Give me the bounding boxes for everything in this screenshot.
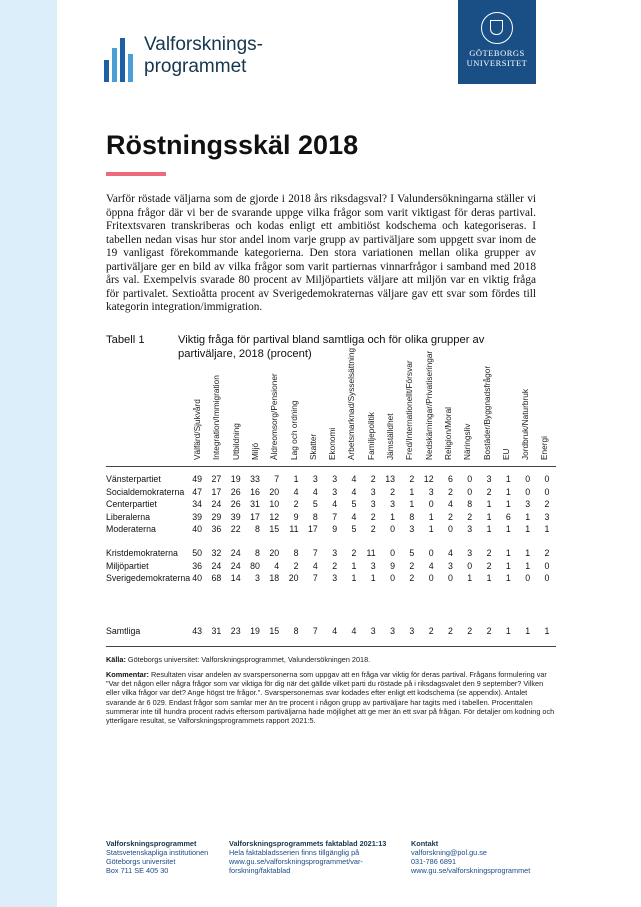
table-cell: 4	[274, 560, 280, 571]
column-header	[211, 372, 223, 460]
table-cell: 0	[428, 573, 434, 583]
column-header	[366, 372, 378, 460]
table-cell: 2	[544, 548, 550, 558]
row-label: Moderaterna	[106, 524, 156, 534]
row-label: Sverigedemokraterna	[106, 573, 191, 583]
table-cell: 17	[211, 486, 222, 497]
footer-contact-phone: 031-786 6891	[411, 857, 457, 866]
table-cell: 3	[312, 474, 318, 484]
table-row	[106, 486, 561, 498]
table-cell: 10	[269, 499, 280, 509]
table-cell: 0	[428, 499, 434, 509]
table-cell: 20	[288, 573, 299, 583]
table-cell: 1	[370, 573, 376, 583]
table-cell: 4	[428, 560, 434, 571]
table-cell: 8	[254, 524, 260, 534]
table-cell: 12	[269, 511, 280, 522]
table-cell: 22	[230, 524, 241, 534]
table-cell: 2	[544, 499, 550, 509]
table-cell: 2	[467, 626, 473, 636]
table-row	[106, 560, 561, 572]
table-top-rule	[106, 466, 556, 467]
logo-line-2: programmet	[144, 56, 247, 77]
column-header	[192, 372, 204, 460]
table-cell: 3	[370, 486, 376, 497]
table-cell: 1	[525, 560, 531, 571]
column-header	[520, 372, 532, 460]
table-cell: 0	[525, 573, 531, 583]
table-cell: 0	[467, 486, 473, 497]
source-text: Göteborgs universitet: Valforskningsprogrammet, Valundersökningen 2018.	[127, 655, 371, 664]
table-cell: 1	[409, 499, 415, 509]
table-cell: 3	[254, 573, 260, 583]
table-cell: 1	[505, 548, 511, 558]
column-header-label: Jämställdhet	[385, 413, 395, 460]
table-cell: 1	[390, 511, 395, 522]
table-cell: 29	[211, 511, 222, 522]
table-cell: 33	[250, 474, 260, 484]
row-label: Socialdemokraterna	[106, 486, 185, 497]
footer-series-heading: Valforskningsprogrammets faktablad 2021:13	[229, 839, 387, 848]
footer-contact	[411, 839, 530, 875]
column-header-label: Välfärd/Sjukvård	[192, 399, 202, 460]
table-cell: 4	[332, 626, 338, 636]
table-cell: 24	[230, 548, 241, 558]
table-cell: 34	[192, 499, 202, 509]
table-cell: 1	[505, 524, 511, 534]
table-cell: 7	[312, 626, 318, 636]
table-cell: 8	[254, 548, 260, 558]
table-row	[106, 523, 561, 535]
footer-organisation	[106, 839, 208, 875]
logo-bars-icon	[104, 34, 138, 82]
side-strip	[0, 0, 57, 907]
logo-line-1: Valforsknings-	[144, 34, 263, 55]
table-cell: 23	[230, 626, 241, 636]
university-name-1: GÖTEBORGS	[469, 48, 525, 58]
column-header-label: Lag och ordning	[288, 400, 299, 460]
table-cell: 6	[505, 511, 511, 522]
table-cell: 2	[351, 548, 357, 558]
table-cell: 1	[351, 560, 357, 571]
table-cell: 14	[230, 573, 241, 583]
table-cell: 20	[269, 486, 280, 497]
table-cell: 0	[467, 560, 473, 571]
table-cell: 5	[409, 548, 415, 558]
table-cell: 12	[423, 474, 434, 484]
table-cell: 1	[544, 626, 550, 636]
footer-series-link[interactable]: www.gu.se/valforskningsprogrammet/var-	[229, 857, 363, 866]
table-cell: 0	[544, 474, 550, 484]
row-label: Vänsterpartiet	[106, 474, 161, 484]
column-header-label: Nedskärningar/Privatiseringar	[423, 350, 434, 460]
column-header-label: Skatter	[307, 433, 318, 460]
university-logo	[458, 0, 536, 84]
table-row	[106, 625, 561, 637]
table-cell: 0	[467, 474, 473, 484]
column-header-label: Religion/Moral	[442, 406, 453, 460]
table-cell: 17	[308, 524, 318, 534]
table-cell: 3	[332, 548, 338, 558]
table-cell: 1	[505, 573, 511, 583]
column-header-label: EU	[500, 448, 511, 460]
column-header	[289, 372, 301, 460]
column-header	[269, 372, 281, 460]
table-cell: 3	[467, 548, 473, 558]
table-cell: 1	[505, 499, 511, 509]
comment-note	[106, 670, 558, 725]
table-row	[106, 547, 561, 559]
table-cell: 7	[312, 548, 318, 558]
table-cell: 0	[447, 524, 453, 534]
column-header-label: Ekonomi	[327, 427, 338, 460]
table-cell: 3	[467, 524, 473, 534]
table-cell: 11	[289, 524, 299, 534]
table-cell: 0	[390, 573, 395, 583]
table-cell: 68	[211, 573, 222, 583]
table-cell: 2	[447, 511, 453, 522]
table-cell: 9	[332, 524, 338, 534]
table-cell: 1	[428, 511, 434, 522]
table-cell: 16	[250, 486, 260, 497]
column-header	[385, 372, 397, 460]
footer-contact-heading: Kontakt	[411, 839, 439, 848]
source-note	[106, 655, 558, 664]
table-cell: 36	[211, 524, 222, 534]
table-row	[106, 473, 561, 485]
table-cell: 24	[230, 560, 241, 571]
table-cell: 43	[192, 626, 202, 636]
table-cell: 15	[269, 524, 280, 534]
table-cell: 5	[351, 499, 357, 509]
table-cell: 1	[525, 626, 531, 636]
table-cell: 8	[293, 548, 299, 558]
table-cell: 39	[230, 511, 241, 522]
table-cell: 2	[428, 626, 434, 636]
table-cell: 31	[250, 499, 260, 509]
table-cell: 7	[274, 474, 280, 484]
table-cell: 1	[505, 626, 511, 636]
column-header	[346, 347, 358, 460]
table-cell: 2	[370, 524, 376, 534]
column-header-label: Utbildning	[230, 423, 241, 460]
table-cell: 3	[370, 560, 376, 571]
column-header-label: Jordbruk/Naturbruk	[520, 388, 531, 460]
table-cell: 9	[293, 511, 299, 522]
table-row	[106, 498, 561, 510]
column-header	[501, 372, 513, 460]
table-cell: 11	[366, 548, 376, 558]
column-header-label: Bostäder/Byggnadsfrågor	[481, 365, 492, 460]
table-cell: 4	[332, 499, 338, 509]
footer-org-line: Göteborgs universitet	[106, 857, 176, 866]
table-cell: 1	[467, 573, 473, 583]
table-cell: 1	[409, 486, 415, 497]
table-cell: 1	[486, 511, 492, 522]
table-cell: 2	[486, 626, 492, 636]
table-cell: 2	[447, 486, 453, 497]
table-cell: 2	[332, 560, 338, 571]
table-cell: 9	[390, 560, 395, 571]
table-cell: 3	[428, 486, 434, 497]
footer-org-heading: Valforskningsprogrammet	[106, 839, 197, 848]
comment-label: Kommentar:	[106, 670, 149, 679]
row-label: Samtliga	[106, 626, 141, 636]
table-cell: 1	[486, 499, 492, 509]
table-cell: 2	[486, 560, 492, 571]
table-cell: 2	[293, 560, 299, 571]
column-header	[443, 372, 455, 460]
table-cell: 17	[250, 511, 260, 522]
table-cell: 2	[447, 626, 453, 636]
table-cell: 3	[486, 474, 492, 484]
table-cell: 6	[447, 474, 453, 484]
table-cell: 3	[409, 626, 415, 636]
table-cell: 1	[486, 573, 492, 583]
table-cell: 26	[230, 486, 241, 497]
table-cell: 0	[544, 573, 550, 583]
valforskningsprogrammet-logo	[104, 34, 263, 82]
table-cell: 8	[312, 511, 318, 522]
table-cell: 0	[447, 573, 453, 583]
table-cell: 47	[192, 486, 202, 497]
table-cell: 0	[390, 548, 395, 558]
table-cell: 3	[370, 499, 376, 509]
table-number: Tabell 1	[106, 334, 145, 346]
row-label: Liberalerna	[106, 511, 151, 522]
table-cell: 0	[428, 548, 434, 558]
table-cell: 3	[525, 499, 531, 509]
table-cell: 24	[211, 560, 222, 571]
table-cell: 0	[544, 560, 550, 571]
table-cell: 8	[293, 626, 299, 636]
table-cell: 4	[447, 499, 453, 509]
table-cell: 1	[544, 524, 550, 534]
table-cell: 7	[312, 573, 318, 583]
table-row	[106, 572, 561, 584]
source-label: Källa:	[106, 655, 126, 664]
table-cell: 39	[192, 511, 202, 522]
table-cell: 4	[293, 486, 299, 497]
row-label: Miljöpartiet	[106, 560, 149, 571]
table-cell: 2	[467, 511, 473, 522]
column-header-label: Näringsliv	[462, 423, 473, 460]
table-cell: 20	[269, 548, 280, 558]
table-cell: 27	[211, 474, 222, 484]
table-cell: 2	[486, 486, 492, 497]
column-header-label: Energi	[539, 436, 550, 460]
table-cell: 4	[351, 474, 357, 484]
table-cell: 5	[351, 524, 357, 534]
table-cell: 18	[269, 573, 280, 583]
table-cell: 40	[192, 573, 202, 583]
column-header-label: Familjepolitik	[365, 412, 376, 460]
table-cell: 1	[505, 560, 511, 571]
table-cell: 1	[505, 474, 511, 484]
table-cell: 2	[390, 486, 395, 497]
university-seal-icon	[481, 12, 513, 44]
table-cell: 2	[486, 548, 492, 558]
table-cell: 3	[447, 560, 453, 571]
table-cell: 3	[370, 626, 376, 636]
table-row	[106, 511, 561, 523]
table-cell: 24	[211, 499, 222, 509]
table-cell: 4	[447, 548, 453, 558]
table-cell: 2	[370, 511, 376, 522]
table-cell: 3	[332, 486, 338, 497]
table-cell: 4	[351, 626, 357, 636]
column-header	[423, 350, 436, 460]
table-cell: 3	[332, 573, 338, 583]
column-header-label: Arbetsmarknad/Sysselsättning	[346, 347, 357, 460]
table-cell: 0	[544, 486, 550, 497]
table-cell: 4	[312, 486, 318, 497]
table-cell: 31	[211, 626, 222, 636]
table-cell: 19	[250, 626, 260, 636]
column-header	[231, 372, 243, 460]
table-cell: 0	[390, 524, 395, 534]
table-cell: 1	[525, 524, 531, 534]
table-cell: 1	[486, 524, 492, 534]
table-cell: 1	[525, 511, 531, 522]
column-header-label: Äldreomsorg/Pensioner	[269, 373, 280, 460]
table-cell: 0	[525, 474, 531, 484]
table-cell: 32	[211, 548, 222, 558]
table-cell: 4	[312, 560, 318, 571]
footer-org-line: Box 711 SE 405 30	[106, 866, 169, 875]
table-cell: 36	[192, 560, 202, 571]
table-cell: 2	[409, 573, 415, 583]
university-name-2: UNIVERSITET	[466, 58, 528, 68]
column-header	[308, 372, 320, 460]
page-title: Röstningsskäl 2018	[106, 130, 359, 160]
table-cell: 15	[269, 626, 280, 636]
footer-series-link[interactable]: forskning/faktablad	[229, 866, 291, 875]
column-header-label: Miljö	[249, 442, 260, 460]
title-underline	[106, 172, 166, 176]
table-cell: 8	[409, 511, 415, 522]
footer-series	[229, 839, 386, 875]
table-bottom-rule	[106, 646, 556, 647]
footer-series-line: Hela faktabladsserien finns tillgänglig på	[229, 848, 360, 857]
footer-contact-url[interactable]: www.gu.se/valforskningsprogrammet	[411, 866, 531, 875]
table-cell: 7	[332, 511, 338, 522]
table-cell: 0	[525, 486, 531, 497]
table-title: Viktig fråga för partival bland samtliga och för olika grupper av partiväljare, 2018 (procent)	[178, 334, 485, 360]
table-cell: 1	[293, 474, 299, 484]
table-cell: 49	[192, 474, 202, 484]
column-header	[327, 372, 339, 460]
footer-org-line: Statsvetenskapliga institutionen	[106, 848, 209, 857]
table-cell: 1	[505, 486, 511, 497]
table-cell: 3	[409, 524, 415, 534]
table-cell: 3	[390, 499, 395, 509]
table-cell: 26	[230, 499, 241, 509]
table-cell: 40	[192, 524, 202, 534]
table-cell: 5	[312, 499, 318, 509]
table-cell: 19	[230, 474, 241, 484]
table-cell: 3	[332, 474, 338, 484]
table-cell: 1	[428, 524, 434, 534]
column-header	[462, 372, 474, 460]
table-cell: 4	[351, 511, 357, 522]
table-cell: 4	[351, 486, 357, 497]
table-cell: 1	[525, 548, 531, 558]
row-label: Kristdemokraterna	[106, 548, 178, 558]
column-header	[481, 365, 494, 460]
table-cell: 8	[467, 499, 473, 509]
column-header	[404, 360, 416, 460]
intro-paragraph: Varför röstade väljarna som de gjorde i 2018 års riksdagsval? I Valundersökningarna ställer vi öppna frågor där vi ber de svarande uppge vilka frågor som varit viktigast för deras partival. Fritextsvaren transkriberas och kodas enligt ett ambitiöst kodschema och kategoriseras. I tabellen nedan visas hur stor andel inom varje grupp av partiväljare som uppgett svar inom de 19 vanligast förekommande kategorierna. Den stora variationen mellan olika grupper av partiväljare ger en bild av vilka frågor som varit partiernas vinnarfrågor i samband med 2018 års val. Exempelvis svarade 80 procent av Miljöpartiets väljare att miljön var en viktig fråga för partivalet. Sextioåtta procent av Sverigedemokraternas väljare gav ett svar som fördes till kategorin integration/immigration.	[106, 193, 536, 313]
table-cell: 80	[250, 560, 260, 571]
table-cell: 2	[409, 560, 415, 571]
table-cell: 2	[409, 474, 415, 484]
table-cell: 50	[192, 548, 202, 558]
table-cell: 2	[293, 499, 299, 509]
column-header	[539, 372, 551, 460]
column-header-label: Fred/Internationellt/Försvar	[404, 360, 415, 460]
table-cell: 3	[544, 511, 550, 522]
table-cell: 1	[351, 573, 357, 583]
column-header-label: Integration/Immigration	[211, 375, 222, 460]
table-cell: 13	[385, 474, 395, 484]
footer-contact-email[interactable]: valforskning@pol.gu.se	[411, 848, 487, 857]
column-header	[250, 372, 262, 460]
row-label: Centerpartiet	[106, 499, 157, 509]
comment-text: Resultaten visar andelen av svarspersonerna som uppgav att en fråga var viktig för deras partival. Frågans formulering var "Var det någon eller några frågor som var viktiga för dig när det gällde vilket parti du röstade på i riksdagsvalet den 9 september? Vilken eller vilka frågor var det? Ange högst tre frågor.". Svarspersonernas svar kodades efter enligt ett kodschema (se appendix). Antalet svarande är 6 029. Endast frågor som samlar mer än tre procent i någon grupp av partiväljare har tagits med i tabellen. Procenttalen summerar inte till hundra procent radvis eftersom partiväljarna hade möjlighet att ge mer än ett svar på frågan. För detaljer om kodning och ytterligare resultat, se Valforskningsprogrammets rapport 2021:5.	[106, 670, 555, 726]
table-cell: 2	[370, 474, 376, 484]
table-cell: 3	[390, 626, 395, 636]
